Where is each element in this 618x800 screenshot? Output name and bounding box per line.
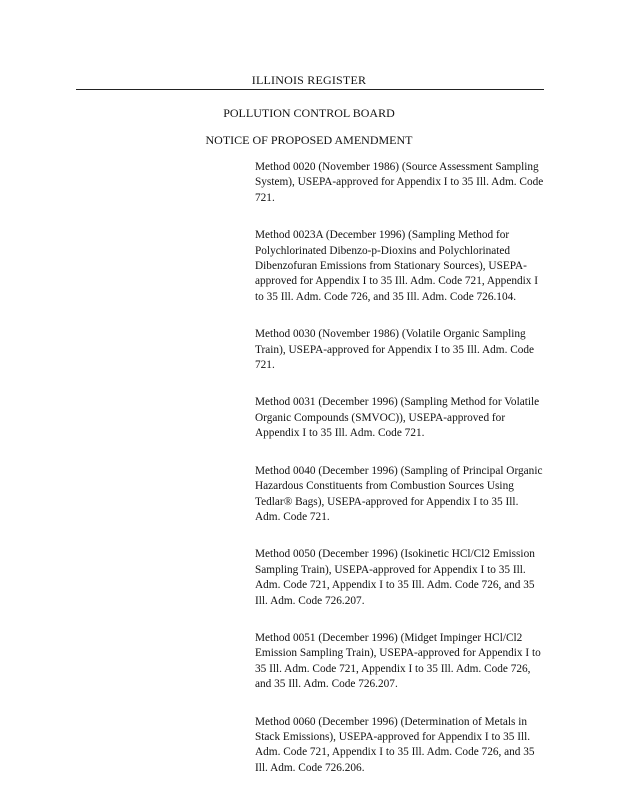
method-entry: Method 0023A (December 1996) (Sampling Method for Polychlorinated Dibenzo-p-Dioxins and Polychlorinated Dibenzofuran Emissions from Stationary Sources), USEPA-approved for Appendix I to 35 Ill. Adm. Code 721, Appendix I to 35 Ill. Adm. Code 726, and 35 Ill. Adm. Code 726.104. — [255, 229, 539, 303]
notice-title: NOTICE OF PROPOSED AMENDMENT — [205, 133, 413, 147]
method-entry: Method 0020 (November 1986) (Source Assessment Sampling System), USEPA-approved for Appendix I to 35 Ill. Adm. Code 721. — [255, 161, 544, 204]
agency-title: POLLUTION CONTROL BOARD — [223, 106, 395, 120]
method-entry: Method 0030 (November 1986) (Volatile Organic Sampling Train), USEPA-approved for Appendix I to 35 Ill. Adm. Code 721. — [255, 328, 535, 372]
method-entry: Method 0050 (December 1996) (Isokinetic HCl/Cl2 Emission Sampling Train), USEPA-approved for Appendix I to 35 Ill. Adm. Code 721, Appendix I to 35 Ill. Adm. Code 726, and 35 Ill. Adm. Code 726.207. — [255, 548, 535, 607]
method-entry: Method 0060 (December 1996) (Determination of Metals in Stack Emissions), USEPA-approved for Appendix I to 35 Ill. Adm. Code 721, Appendix I to 35 Ill. Adm. Code 726, and 35 Ill. Adm. Code 726.206. — [255, 715, 535, 774]
method-list — [255, 160, 545, 798]
method-entry: Method 0051 (December 1996) (Midget Impinger HCl/Cl2 Emission Sampling Train), USEPA-approved for Appendix I to 35 Ill. Adm. Code 721, Appendix I to 35 Ill. Adm. Code 726, and 35 Ill. Adm. Code 726.207. — [255, 631, 541, 691]
register-header: ILLINOIS REGISTER — [251, 73, 367, 87]
header-divider — [76, 89, 544, 90]
method-entry: Method 0040 (December 1996) (Sampling of Principal Organic Hazardous Constituents from Combustion Sources Using Tedlar® Bags), USEPA-approved for Appendix I to 35 Ill. Adm. Code 721. — [255, 464, 543, 523]
method-entry: Method 0031 (December 1996) (Sampling Method for Volatile Organic Compounds (SMVOC)), USEPA-approved for Appendix I to 35 Ill. Adm. Code 721. — [255, 396, 540, 440]
